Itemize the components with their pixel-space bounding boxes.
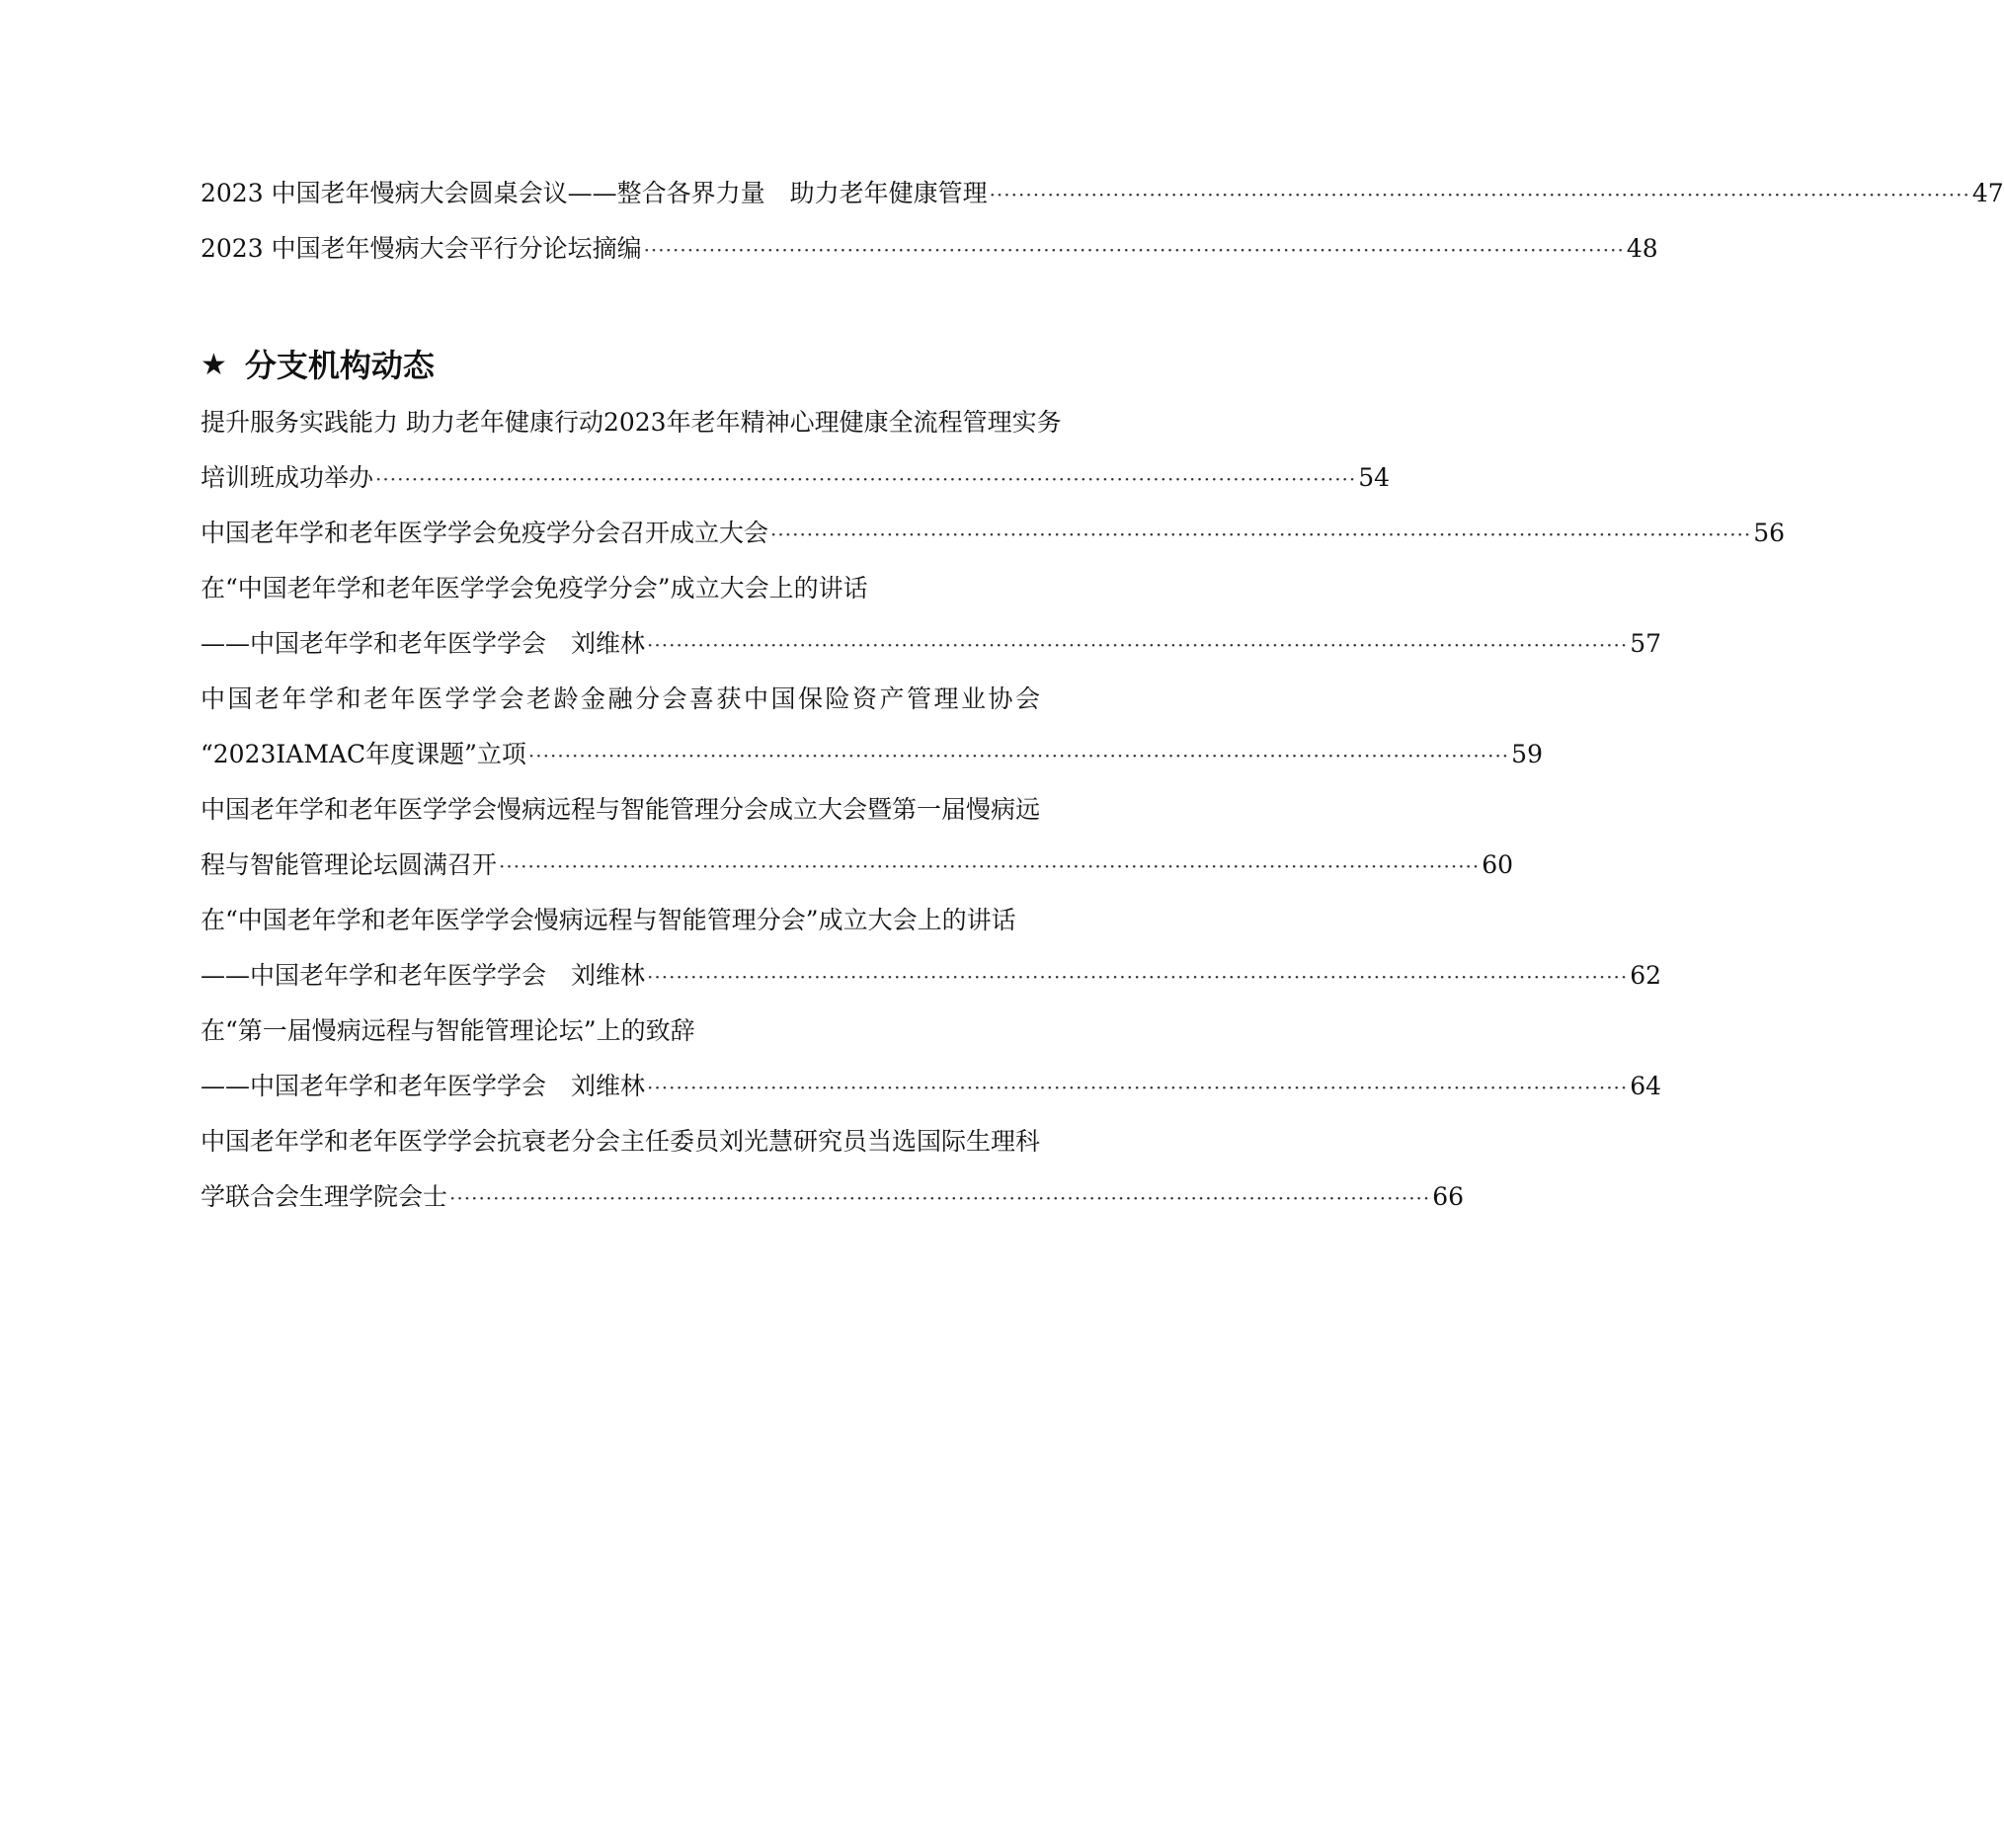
section-heading [200, 336, 1115, 395]
leader-dots: ······································································································································· [770, 522, 1752, 546]
leader-dots: ······································································································································· [989, 183, 1970, 206]
toc-page-number: 57 [1630, 629, 1662, 658]
toc-page-number: 54 [1358, 463, 1391, 492]
toc-entry[interactable] [200, 838, 1514, 893]
leader-dots: ······································································································································· [647, 965, 1629, 989]
toc-entry-title: ——中国老年学和老年医学学会 刘维林 [200, 629, 646, 658]
toc-entry-title: 中国老年学和老年医学学会免疫学分会召开成立大会 [200, 519, 769, 547]
toc-entry-title: ——中国老年学和老年医学学会 刘维林 [200, 961, 646, 990]
toc-page [200, 166, 2004, 1225]
leader-dots: ······································································································································· [375, 467, 1357, 491]
toc-page-number: 62 [1630, 961, 1662, 990]
section-title: 分支机构动态 [244, 347, 435, 384]
leader-dots: ······································································································································· [499, 854, 1481, 878]
toc-entry-title: 2023 中国老年慢病大会平行分论坛摘编 [200, 234, 642, 263]
toc-entry[interactable] [200, 506, 1786, 561]
toc-entry-title: 程与智能管理论坛圆满召开 [200, 850, 498, 879]
toc-page-number: 48 [1626, 234, 1658, 263]
toc-page-number: 47 [1971, 179, 2004, 207]
leader-dots: ······································································································································· [449, 1186, 1431, 1210]
toc-entry-title: “2023IAMAC年度课题”立项 [200, 740, 526, 768]
toc-entry-line[interactable]: 在“中国老年学和老年医学学会慢病远程与智能管理分会”成立大会上的讲话 [200, 906, 1016, 934]
toc-entry-title: 2023 中国老年慢病大会圆桌会议——整合各界力量 助力老年健康管理 [200, 179, 988, 207]
leader-dots: ······································································································································· [643, 238, 1625, 262]
toc-entry[interactable] [200, 166, 2004, 221]
toc-entry-line[interactable]: 在“第一届慢病远程与智能管理论坛”上的致辞 [200, 1016, 695, 1045]
toc-page-number: 64 [1630, 1072, 1662, 1100]
toc-entry[interactable] [200, 450, 1391, 506]
leader-dots: ······································································································································· [647, 633, 1629, 657]
toc-page-number: 60 [1482, 850, 1514, 879]
toc-entry[interactable] [200, 1059, 1662, 1114]
star-icon: ★ [200, 348, 227, 382]
toc-entry-title: 培训班成功举办 [200, 463, 374, 492]
leader-dots: ······································································································································· [647, 1076, 1629, 1099]
toc-entry-line[interactable]: 中国老年学和老年医学学会抗衰老分会主任委员刘光慧研究员当选国际生理科 [200, 1127, 1041, 1156]
toc-entry-line[interactable]: 提升服务实践能力 助力老年健康行动2023年老年精神心理健康全流程管理实务 [200, 408, 1062, 437]
toc-page-number: 66 [1432, 1182, 1465, 1211]
toc-entry-line[interactable]: 中国老年学和老年医学学会老龄金融分会喜获中国保险资产管理业协会 [200, 684, 1043, 713]
toc-entry-title: 学联合会生理学院会士 [200, 1182, 448, 1211]
leader-dots: ······································································································································· [527, 744, 1510, 767]
toc-entry[interactable] [200, 727, 1543, 782]
toc-entry[interactable] [200, 616, 1662, 672]
toc-entry[interactable] [200, 1169, 1465, 1225]
toc-page-number: 59 [1511, 740, 1543, 768]
toc-page-number: 56 [1753, 519, 1786, 547]
toc-entry-line[interactable]: 在“中国老年学和老年医学学会免疫学分会”成立大会上的讲话 [200, 574, 868, 603]
toc-entry-title: ——中国老年学和老年医学学会 刘维林 [200, 1072, 646, 1100]
toc-entry[interactable] [200, 221, 1658, 277]
toc-entry[interactable] [200, 948, 1662, 1004]
toc-entry-line[interactable]: 中国老年学和老年医学学会慢病远程与智能管理分会成立大会暨第一届慢病远 [200, 795, 1041, 824]
